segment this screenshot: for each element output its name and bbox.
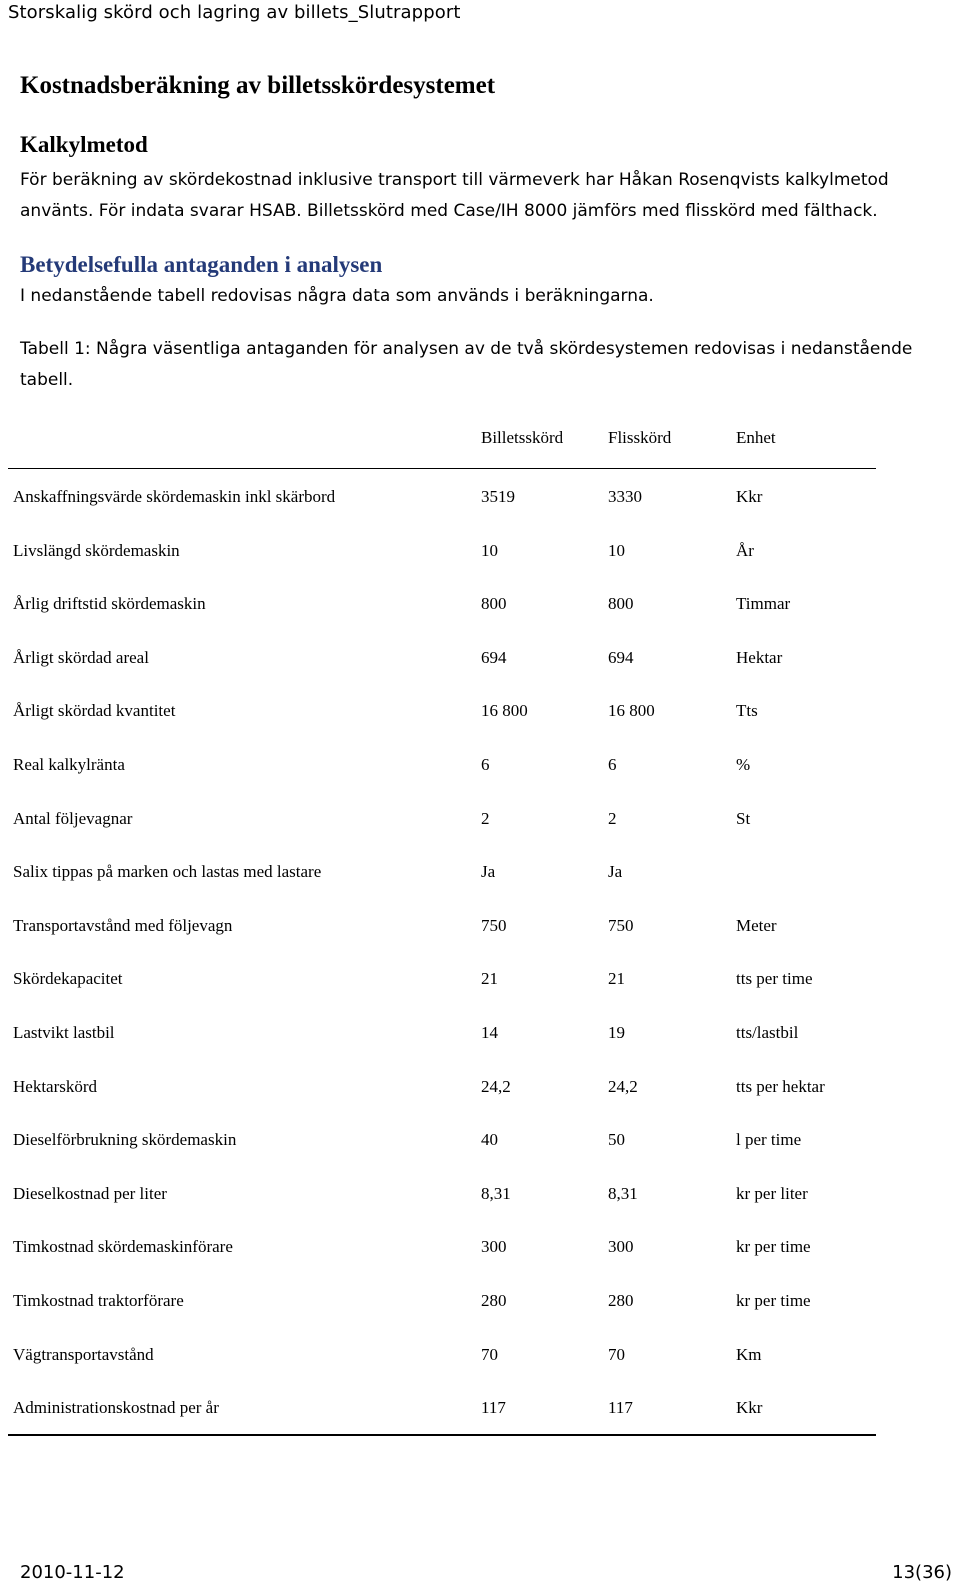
row-label: Vägtransportavstånd <box>13 1344 154 1364</box>
billetsskord-value: 750 <box>481 915 507 935</box>
billetsskord-value: 300 <box>481 1237 507 1257</box>
row-label: Lastvikt lastbil <box>13 1022 115 1042</box>
row-label: Dieselförbrukning skördemaskin <box>13 1130 237 1150</box>
billetsskord-value: 10 <box>481 540 498 560</box>
flisskord-value: 2 <box>608 808 617 828</box>
table-row <box>8 791 876 845</box>
footer-date: 2010-11-12 <box>20 1562 125 1583</box>
row-label: Administrationskostnad per år <box>13 1398 219 1418</box>
billetsskord-value: 14 <box>481 1022 498 1042</box>
flisskord-value: 117 <box>608 1398 633 1418</box>
unit-value: Tts <box>736 701 758 721</box>
table-bottom-rule <box>8 1434 876 1436</box>
billetsskord-value: Ja <box>481 862 496 882</box>
page-title: Kostnadsberäkning av billetsskördesystemet <box>20 72 496 99</box>
row-label: Timkostnad skördemaskinförare <box>13 1237 233 1257</box>
flisskord-value: 694 <box>608 647 634 667</box>
unit-value: Meter <box>736 915 777 935</box>
billetsskord-value: 8,31 <box>481 1183 511 1203</box>
table-row <box>8 737 876 791</box>
row-label: Hektarskörd <box>13 1076 98 1096</box>
unit-value: l per time <box>736 1130 802 1150</box>
unit-value: % <box>736 754 751 774</box>
row-label: Anskaffningsvärde skördemaskin inkl skärbord <box>13 487 336 506</box>
section-text-antaganden: I nedanstående tabell redovisas några data som används i beräkningarna. <box>20 286 654 306</box>
flisskord-value: 24,2 <box>608 1076 638 1096</box>
table-header-row <box>8 420 876 468</box>
flisskord-value: 750 <box>608 915 634 935</box>
row-label: Årligt skördad areal <box>13 647 149 667</box>
column-header: Billetsskörd <box>481 428 564 447</box>
table-row <box>8 844 876 898</box>
unit-value: tts per time <box>736 969 813 989</box>
billetsskord-value: 2 <box>481 808 490 828</box>
billetsskord-value: 21 <box>481 969 498 989</box>
billetsskord-value: 694 <box>481 647 507 667</box>
row-label: Dieselkostnad per liter <box>13 1183 167 1203</box>
table-row <box>8 898 876 952</box>
billetsskord-value: 3519 <box>481 487 515 506</box>
flisskord-value: 800 <box>608 594 634 614</box>
billetsskord-value: 70 <box>481 1344 498 1364</box>
table-row <box>8 1380 876 1434</box>
table-body <box>8 469 876 1434</box>
billetsskord-value: 24,2 <box>481 1076 511 1096</box>
flisskord-value: 16 800 <box>608 701 655 721</box>
table-row <box>8 1059 876 1113</box>
unit-value: Km <box>736 1344 762 1364</box>
flisskord-value: 280 <box>608 1290 634 1310</box>
flisskord-value: 10 <box>608 540 625 560</box>
billetsskord-value: 117 <box>481 1398 506 1418</box>
table-row <box>8 683 876 737</box>
flisskord-value: 70 <box>608 1344 625 1364</box>
unit-value: tts per hektar <box>736 1076 825 1096</box>
table-caption: Tabell 1: Några väsentliga antaganden för analysen av de två skördesystemen redovisas i nedanstående tabell. <box>20 339 913 390</box>
column-header: Enhet <box>736 428 776 447</box>
assumptions-table <box>8 420 876 1436</box>
table-row <box>8 1273 876 1327</box>
section-text-kalkylmetod: För beräkning av skördekostnad inklusive transport till värmeverk har Håkan Rosenqvists kalkylmetod använts. För indata svarar HSAB. Billetsskörd med Case/IH 8000 jämförs med flisskörd med fälthack. <box>20 170 889 221</box>
table-row <box>8 469 876 523</box>
row-label: Livslängd skördemaskin <box>13 540 180 560</box>
flisskord-value: 3330 <box>608 487 642 506</box>
row-label: Årlig driftstid skördemaskin <box>13 594 206 614</box>
row-label: Transportavstånd med följevagn <box>13 915 233 935</box>
column-header: Flisskörd <box>608 428 672 447</box>
flisskord-value: 300 <box>608 1237 634 1257</box>
table-row <box>8 1327 876 1381</box>
billetsskord-value: 800 <box>481 594 507 614</box>
section-heading-antaganden: Betydelsefulla antaganden i analysen <box>20 252 383 277</box>
unit-value: St <box>736 808 751 828</box>
row-label: Skördekapacitet <box>13 969 123 989</box>
unit-value: Hektar <box>736 647 783 667</box>
table-row <box>8 1005 876 1059</box>
table-row <box>8 576 876 630</box>
flisskord-value: 6 <box>608 754 617 774</box>
unit-value: kr per time <box>736 1237 811 1257</box>
row-label: Antal följevagnar <box>13 808 133 828</box>
flisskord-value: 50 <box>608 1130 625 1150</box>
flisskord-value: 8,31 <box>608 1183 638 1203</box>
flisskord-value: 19 <box>608 1022 625 1042</box>
table-row <box>8 951 876 1005</box>
table-row <box>8 630 876 684</box>
row-label: Årligt skördad kvantitet <box>13 701 176 721</box>
flisskord-value: 21 <box>608 969 625 989</box>
unit-value: tts/lastbil <box>736 1022 799 1042</box>
unit-value: Timmar <box>736 594 791 614</box>
unit-value: År <box>736 540 754 560</box>
table-row <box>8 1219 876 1273</box>
flisskord-value: Ja <box>608 862 623 882</box>
row-label: Timkostnad traktorförare <box>13 1290 184 1310</box>
table-row <box>8 1166 876 1220</box>
unit-value: kr per time <box>736 1290 811 1310</box>
page-number: 13(36) <box>892 1562 952 1583</box>
unit-value: kr per liter <box>736 1183 808 1203</box>
billetsskord-value: 280 <box>481 1290 507 1310</box>
table-row <box>8 523 876 577</box>
unit-value: Kkr <box>736 487 763 506</box>
table-row <box>8 1112 876 1166</box>
section-heading-kalkylmetod: Kalkylmetod <box>20 132 148 157</box>
billetsskord-value: 40 <box>481 1130 498 1150</box>
row-label: Real kalkylränta <box>13 754 125 774</box>
row-label: Salix tippas på marken och lastas med lastare <box>13 862 322 882</box>
running-header: Storskalig skörd och lagring av billets_Slutrapport <box>8 2 461 23</box>
billetsskord-value: 6 <box>481 754 490 774</box>
billetsskord-value: 16 800 <box>481 701 528 721</box>
unit-value: Kkr <box>736 1398 763 1418</box>
